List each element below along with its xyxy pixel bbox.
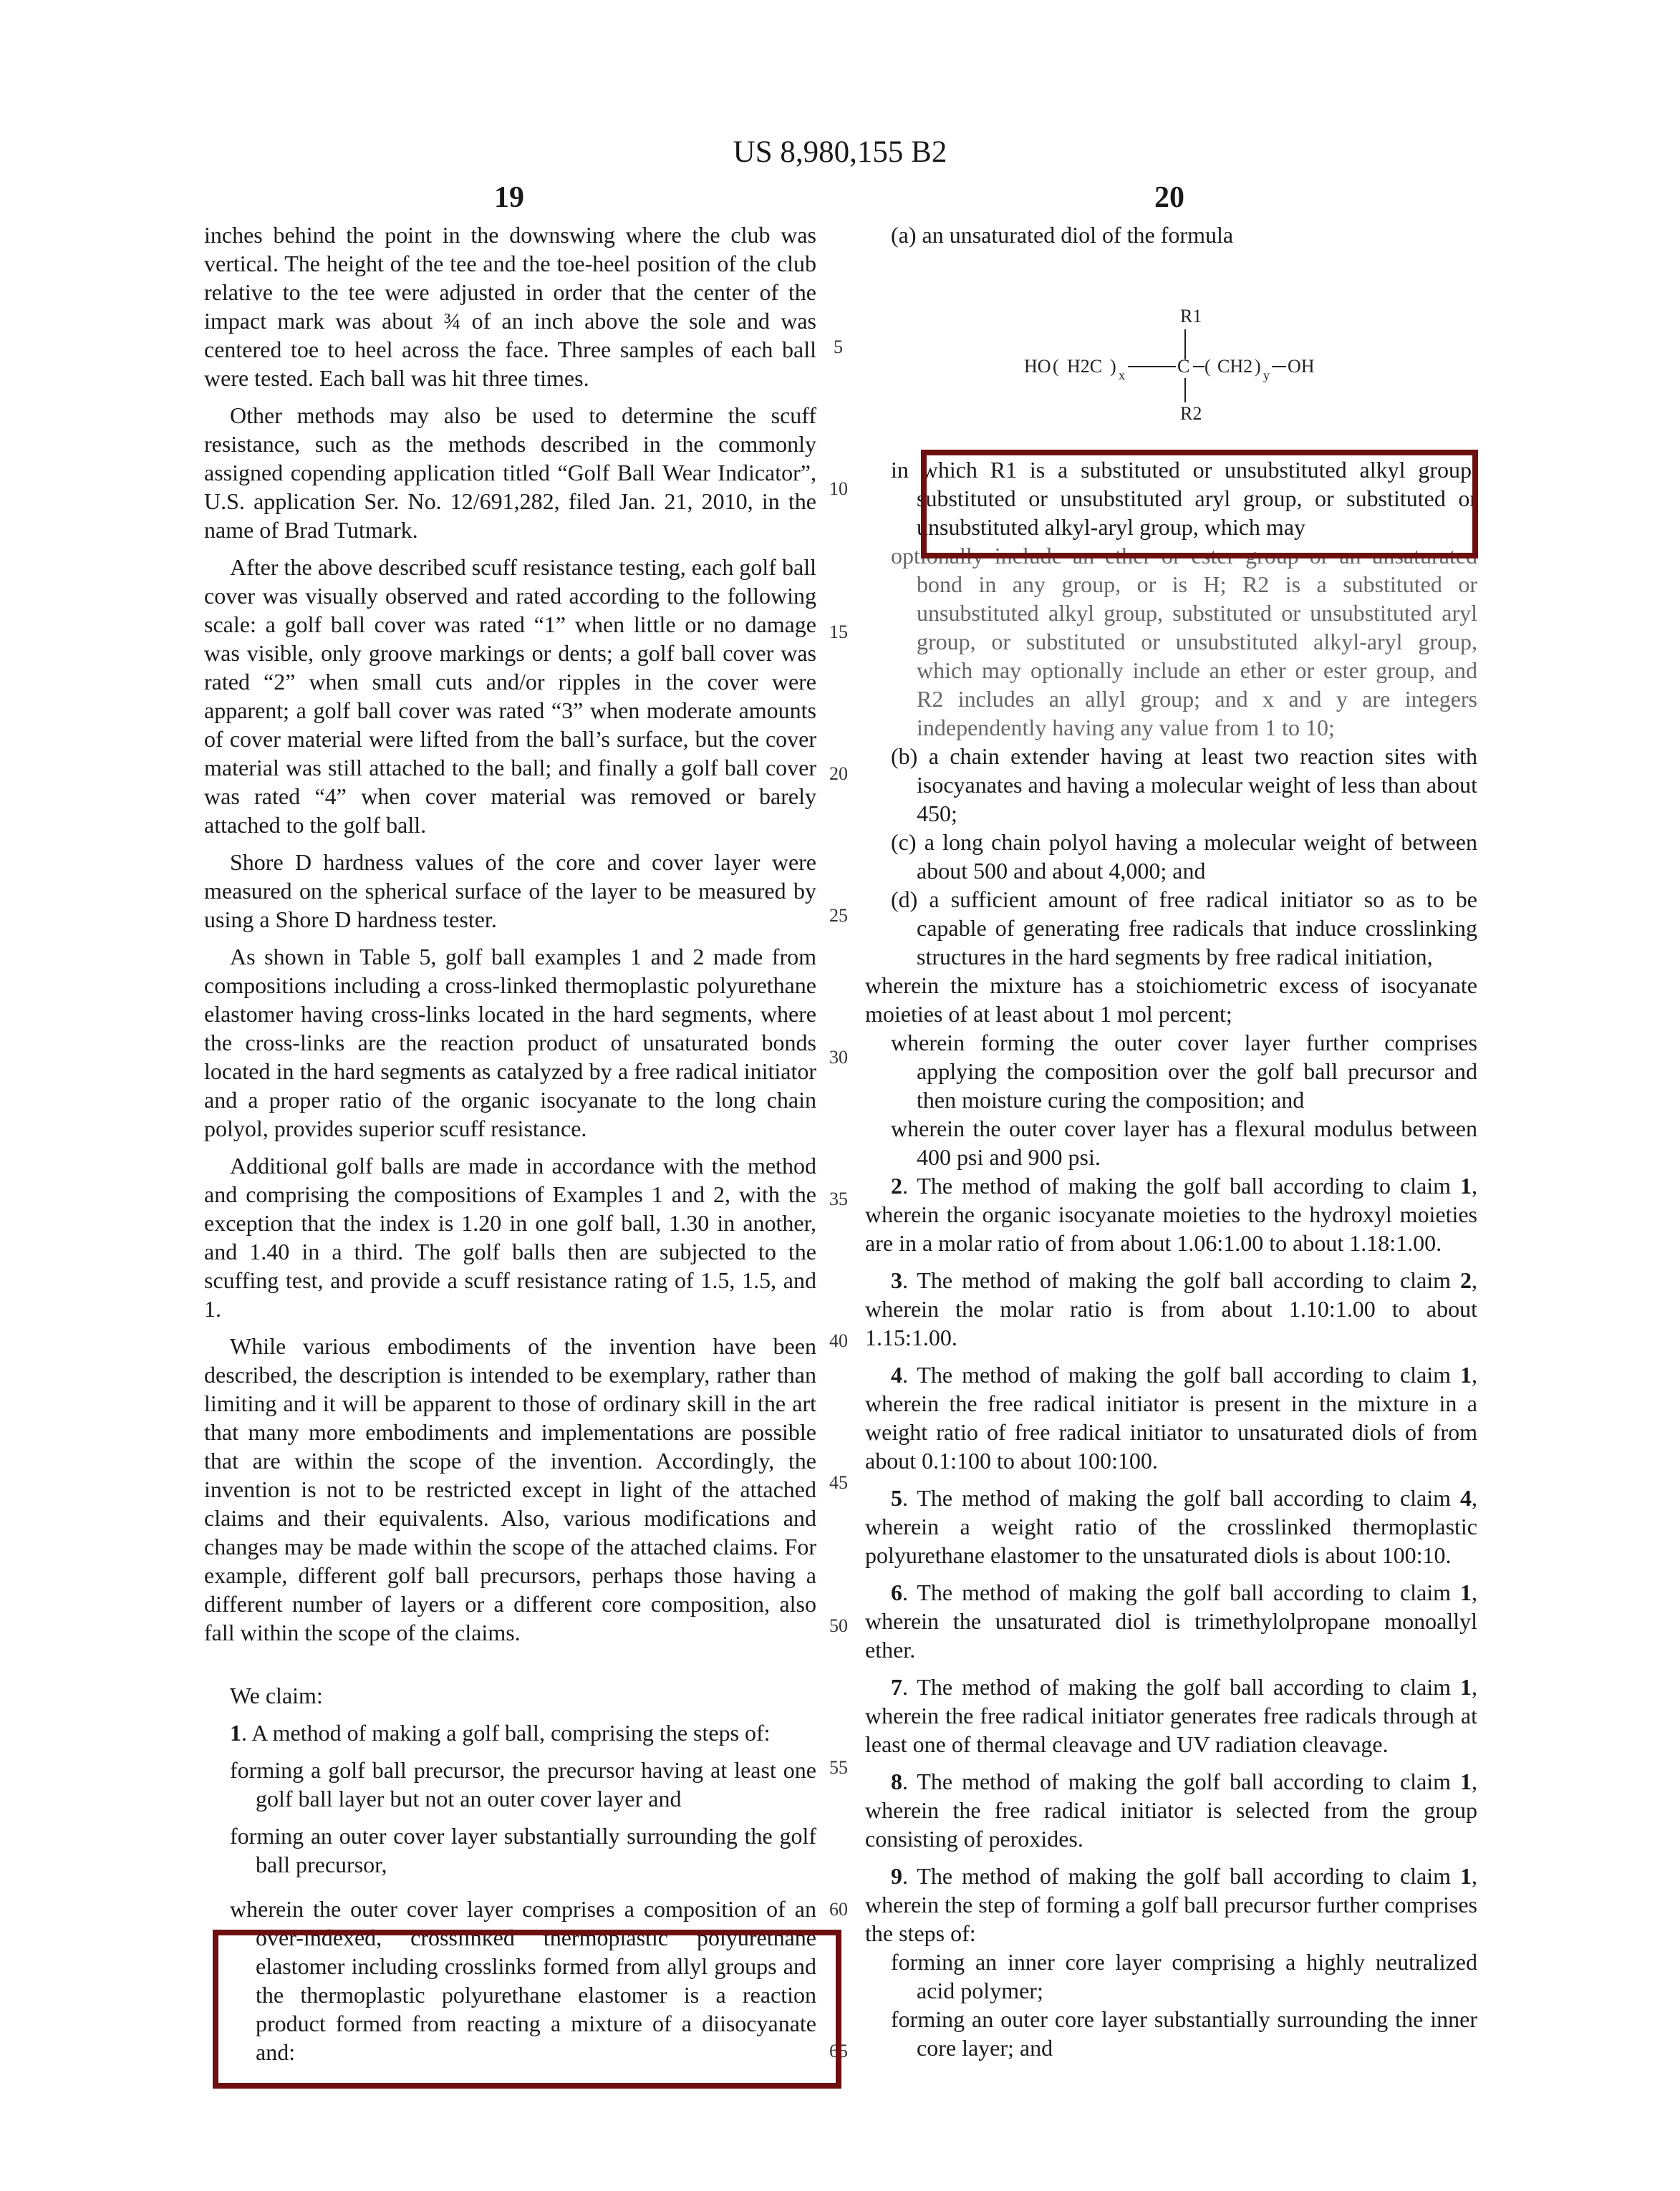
chemical-formula [1024, 301, 1325, 422]
line-number: 30 [829, 1047, 848, 1068]
paragraph: Additional golf balls are made in accordance with the method and comprising the compositions of Examples 1 and 2, with the exception that the index is 1.20 in one golf ball, 1.30 in another, and 1.40 in a third. The golf balls then are subjected to the scuffing test, and provide a scuff resistance rating of 1.5, 1.5, and 1. [204, 1153, 816, 1322]
claim-text: . The method of making the golf ball according to claim [902, 1580, 1460, 1605]
claim-step-highlighted: wherein the outer cover layer comprises a composition of an over-indexed, crosslinked thermoplastic polyurethane elastomer including crosslinks formed from allyl groups and the thermoplastic polyurethane elastomer is a reaction product formed from reacting a mixture of a diisocyanate and: [230, 1896, 816, 2065]
highlight-box-left [213, 1930, 841, 2089]
claim-ref: 1 [1460, 1580, 1472, 1605]
claim-5 [865, 1484, 1477, 1570]
formula-c: C [1177, 356, 1190, 377]
line-number: 65 [829, 2041, 848, 2061]
claim-ref: 1 [1460, 1674, 1472, 1700]
column-number-right: 20 [1154, 181, 1184, 214]
claim-6 [865, 1578, 1477, 1664]
claim-text: , wherein a weight ratio of the crosslinked thermoplastic polyurethane elastomer to the unsaturated diols is about 100:10. [865, 1485, 1477, 1568]
line-number: 50 [829, 1615, 848, 1636]
claim-number: 7 [891, 1674, 902, 1700]
claim-9 [865, 1862, 1477, 1948]
line-number: 25 [829, 905, 848, 926]
claim-text: , wherein the free radical initiator is selected from the group consisting of peroxides. [865, 1769, 1477, 1852]
claim-element-b: (b) a chain extender having at least two reaction sites with isocyanates and having a molecular weight of less than about 450; [891, 743, 1477, 826]
claim-8 [865, 1767, 1477, 1853]
claim-text: , wherein the free radical initiator generates free radicals through at least one of thermal cleavage and UV radiation cleavage. [865, 1674, 1477, 1757]
formula-ch2: CH2 [1217, 356, 1253, 377]
claim-step: forming a golf ball precursor, the precursor having at least one golf ball layer but not an outer cover layer and [230, 1757, 816, 1812]
formula-y: y [1263, 368, 1270, 382]
claim-text: . A method of making a golf ball, comprising the steps of: [241, 1720, 771, 1746]
claim-1-intro [204, 1718, 816, 1747]
claim-ref: 1 [1460, 1173, 1472, 1199]
paragraph: As shown in Table 5, golf ball examples 1 and 2 made from compositions including a cross-linked thermoplastic polyurethane elastomer having cross-links located in the hard segments, where the cross-links are the reaction product of unsaturated bonds located in the hard segments as catalyzed by a free radical initiator and a proper ratio of the organic isocyanate to the long chain polyol, provides superior scuff resistance. [204, 944, 816, 1141]
claim-element-d: (d) a sufficient amount of free radical initiator so as to be capable of generating free radicals that induce crosslinking structures in the hard segments by free radical initiation, [891, 886, 1477, 969]
claim-text: , wherein the unsaturated diol is trimethylolpropane monoallyl ether. [865, 1580, 1477, 1663]
formula-open-paren: ( [1053, 356, 1059, 377]
claim-9-step: forming an outer core layer substantially surrounding the inner core layer; and [891, 2006, 1477, 2061]
claim-ref: 2 [1460, 1267, 1472, 1293]
paragraph: inches behind the point in the downswing where the club was vertical. The height of the tee and the toe-heel position of the club relative to the tee were adjusted in order that the center of the impact mark was about ¾ of an inch above the sole and was centered toe to heel across the face. Three samples of each ball were tested. Each ball was hit three times. [204, 222, 816, 391]
line-number: 45 [829, 1472, 848, 1493]
claim-ref: 1 [1460, 1362, 1472, 1388]
claim-text: , wherein the organic isocyanate moieties to the hydroxyl moieties are in a molar ratio of from about 1.06:1.00 to about 1.18:1.00. [865, 1173, 1477, 1256]
claim-text: . The method of making the golf ball according to claim [902, 1173, 1460, 1199]
claim-text: . The method of making the golf ball according to claim [902, 1267, 1460, 1293]
claim-number: 4 [891, 1362, 902, 1388]
formula-close-paren: ) [1110, 356, 1116, 377]
claim-number: 2 [891, 1173, 902, 1199]
line-number: 60 [829, 1899, 848, 1920]
claim-element-c: (c) a long chain polyol having a molecular weight of between about 500 and about 4,000; and [891, 829, 1477, 884]
formula-open-paren: ( [1205, 356, 1211, 377]
formula-oh: OH [1288, 356, 1315, 377]
formula-close-paren: ) [1255, 356, 1261, 377]
wherein-clause: wherein the mixture has a stoichiometric excess of isocyanate moieties of at least about 1 mol percent; [865, 972, 1477, 1027]
paragraph: Shore D hardness values of the core and cover layer were measured on the spherical surface of the layer to be measured by using a Shore D hardness tester. [204, 849, 816, 932]
claim-3 [865, 1266, 1477, 1352]
claim-number: 9 [891, 1863, 902, 1889]
claim-9-step: forming an inner core layer comprising a highly neutralized acid polymer; [891, 1949, 1477, 2003]
line-number: 35 [829, 1189, 848, 1209]
line-number: 5 [834, 337, 843, 357]
claim-text: . The method of making the golf ball according to claim [902, 1362, 1460, 1388]
left-column [204, 221, 816, 2075]
highlight-box-right [921, 450, 1478, 558]
line-number: 10 [829, 478, 848, 499]
claim-7 [865, 1673, 1477, 1759]
claim-2 [865, 1171, 1477, 1257]
line-number: 55 [829, 1757, 848, 1778]
claim-element-a: (a) an unsaturated diol of the formula [891, 222, 1234, 248]
claim-text: . The method of making the golf ball according to claim [902, 1485, 1460, 1511]
formula-x: x [1119, 368, 1125, 382]
claim-number: 6 [891, 1580, 902, 1605]
claim-number: 8 [891, 1769, 902, 1794]
claim-number: 5 [891, 1485, 902, 1511]
claim-4 [865, 1360, 1477, 1475]
line-number: 20 [829, 763, 848, 784]
claim-text: , wherein the free radical initiator is present in the mixture in a weight ratio of free radical initiator to unsaturated diols of from about 0.1:100 to about 100:100. [865, 1362, 1477, 1474]
wherein-clause: wherein the outer cover layer has a flexural modulus between 400 psi and 900 psi. [891, 1116, 1477, 1170]
paragraph: While various embodiments of the invention have been described, the description is intended to be exemplary, rather than limiting and it will be apparent to those of ordinary skill in the art that many more embodiments and implementations are possible that are within the scope of the invention. Accordingly, the invention is not to be restricted except in light of the attached claims and their equivalents. Also, various modifications and changes may be made within the scope of the attached claims. For example, different golf ball precursors, perhaps those having a different number of layers or a different core composition, also fall within the scope of the claims. [204, 1333, 816, 1645]
claim-ref: 4 [1460, 1485, 1472, 1511]
claim-ref: 1 [1460, 1863, 1472, 1889]
claim-text: , wherein the step of forming a golf ball precursor further comprises the steps of: [865, 1863, 1477, 1946]
claim-ref: 1 [1460, 1769, 1472, 1794]
claim-step: forming an outer cover layer substantially surrounding the golf ball precursor, [230, 1823, 816, 1877]
claim-text: . The method of making the golf ball according to claim [902, 1769, 1460, 1794]
patent-number: US 8,980,155 B2 [733, 135, 947, 169]
formula-ho: HO [1024, 356, 1051, 377]
claim-number: 1 [230, 1720, 241, 1746]
formula-r2: R2 [1180, 403, 1202, 422]
line-number: 15 [829, 621, 848, 642]
column-number-left: 19 [494, 181, 524, 214]
r-definition-rest: optionally include an ether or ester group or an unsaturated bond in any group, or is H; R2 is a substituted or unsubstituted alkyl group, substituted or unsubstituted aryl group, or substituted or unsubstituted alkyl-aryl group, which may optionally include an ether or ester group, and R2 includes an allyl group; and x and y are integers independently having any value from 1 to 10; [891, 543, 1477, 740]
claim-text: . The method of making the golf ball according to claim [902, 1863, 1460, 1889]
r-definition-boxed: in which R1 is a substituted or unsubstituted alkyl group, substituted or unsubstituted aryl group, or substituted or unsubstituted alkyl-aryl group, which may [891, 457, 1477, 540]
wherein-clause: wherein forming the outer cover layer further comprises applying the composition over the golf ball precursor and then moisture curing the composition; and [891, 1030, 1477, 1113]
formula-h2c: H2C [1067, 356, 1103, 377]
claim-text: , wherein the molar ratio is from about 1.10:1.00 to about 1.15:1.00. [865, 1267, 1477, 1350]
paragraph: After the above described scuff resistance testing, each golf ball cover was visually observed and rated according to the following scale: a golf ball cover was rated “1” when little or no damage was visible, only groove markings or dents; a golf ball cover was rated “2” when small cuts and/or ripples in the cover were apparent; a golf ball cover was rated “3” when moderate amounts of cover material were lifted from the ball’s surface, but the cover material was still attached to the ball; and finally a golf ball cover was rated “4” when cover material was removed or barely attached to the golf ball. [204, 554, 816, 838]
claim-number: 3 [891, 1267, 902, 1293]
line-number: 40 [829, 1330, 848, 1351]
paragraph: Other methods may also be used to determine the scuff resistance, such as the methods described in the commonly assigned copending application titled “Golf Ball Wear Indicator”, U.S. application Ser. No. 12/691,282, filed Jan. 21, 2010, in the name of Brad Tutmark. [204, 402, 816, 543]
claim-text: . The method of making the golf ball according to claim [902, 1674, 1460, 1700]
we-claim-heading: We claim: [230, 1683, 323, 1708]
formula-r1: R1 [1180, 306, 1202, 327]
